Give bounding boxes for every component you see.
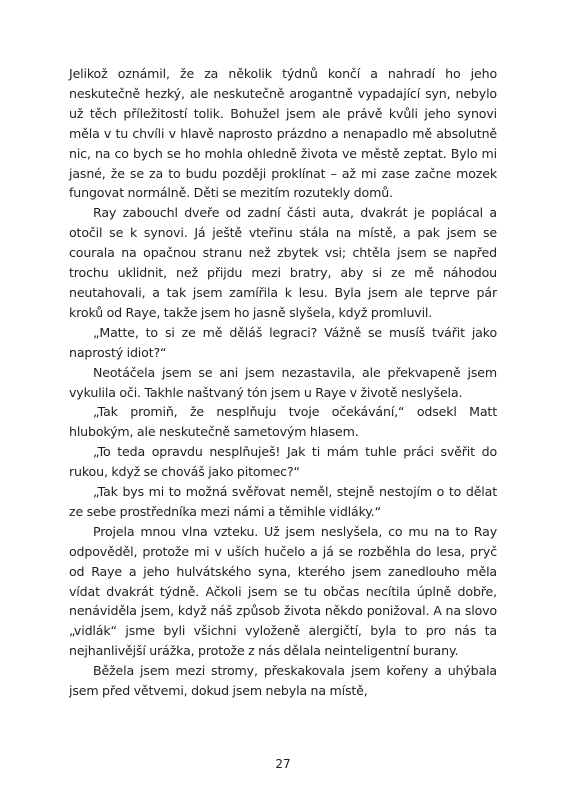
paragraph: Ray zabouchl dveře od zadní části auta, dvakrát je poplácal a otočil se k synovi. Já ještě vteřinu stála na místě, a pak jsem se courala na opačnou stranu než zbytek vsi; chtěla jsem se napřed trochu uklidnit, než přijdu mezi bratry, aby si ze mě náhodou neutahovali, a tak jsem zamířila k lesu. Byla jsem ale teprve pár kroků od Raye, takže jsem ho jasně slyšela, když promluvil. (69, 205, 497, 320)
page-number: 27 (275, 757, 291, 771)
paragraph: Běžela jsem mezi stromy, přeskakovala jsem kořeny a uhýbala jsem před větvemi, dokud jsem nebyla na místě, (69, 663, 497, 699)
paragraph: „Tak promiň, že nesplňuju tvoje očekávání,“ odsekl Matt hlubokým, ale neskutečně sametovým hlasem. (69, 404, 497, 440)
paragraph: Projela mnou vlna vzteku. Už jsem neslyšela, co mu na to Ray odpověděl, protože mi v uších hučelo a já se rozběhla do lesa, pryč od Raye a jeho hulvátského syna, kterého jsem zanedlouho měla vídat dvakrát týdně. Ačkoli jsem se tu občas necítila úplně dobře, nenáviděla jsem, když náš způsob života někdo ponižoval. A na slovo „vidlák“ jsme byli všichni vyloženě alergičtí, byla to pro nás ta nejhanlivější urážka, protože z nás dělala neinteligentní burany. (69, 523, 497, 659)
paragraph: „Matte, to si ze mě děláš legraci? Vážně se musíš tvářit jako naprostý idiot?“ (69, 324, 497, 360)
paragraph: Jelikož oznámil, že za několik týdnů končí a nahradí ho jeho neskutečně hezký, ale neskutečně arogantně vypadající syn, nebylo už těch příležitostí tolik. Bohužel jsem ale právě kvůli jeho synovi měla v tu chvíli v hlavě naprosto prázdno a nenapadlo mě absolutně nic, na co bych se ho mohla ohledně života ve městě zeptat. Bylo mi jasné, že se za to budu později proklínat – až mi zase začne mozek fungovat normálně. Děti se mezitím rozutekly domů. (69, 66, 497, 201)
body-text (69, 64, 497, 701)
paragraph: „To teda opravdu nesplňuješ! Jak ti mám tuhle práci svěřit do rukou, když se chováš jako pitomec?“ (69, 444, 497, 480)
paragraph: Neotáčela jsem se ani jsem nezastavila, ale překvapeně jsem vykulila oči. Takhle naštvaný tón jsem u Raye v životě neslyšela. (69, 364, 497, 400)
paragraph: „Tak bys mi to možná svěřovat neměl, stejně nestojím o to dělat ze sebe prostředníka mezi námi a těmihle vidláky.“ (69, 484, 497, 519)
